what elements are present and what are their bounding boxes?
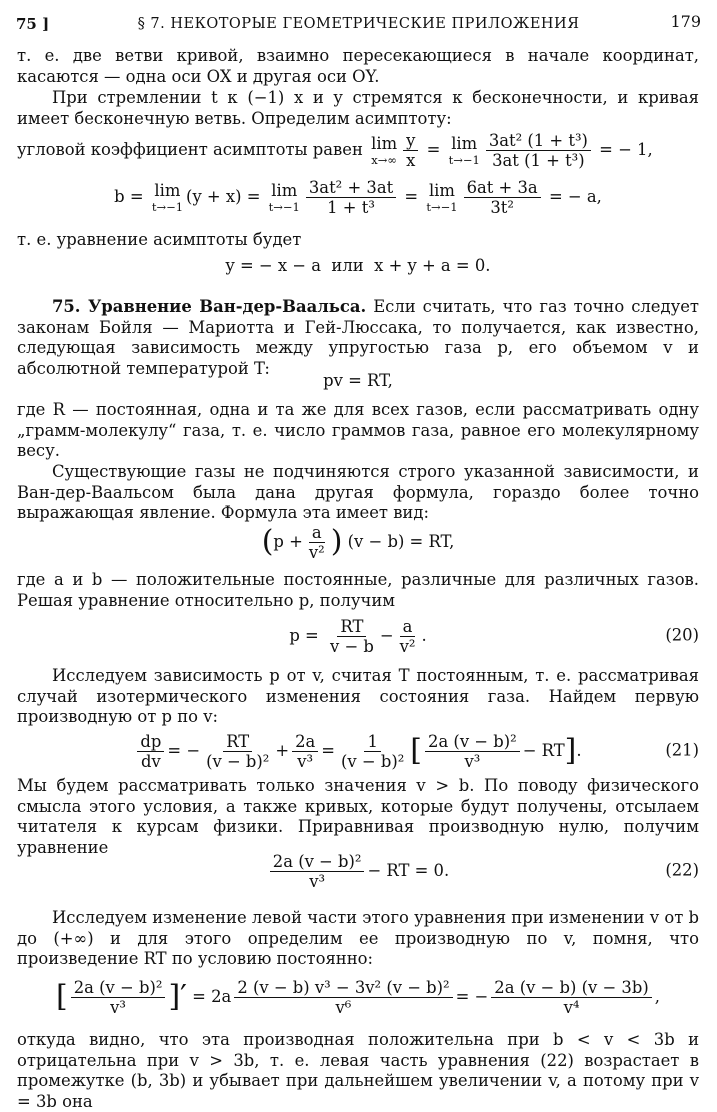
lim-intercept-2: lim t→−1 [268, 180, 300, 214]
slope-prefix: угловой коэффициент асимптоты равен [17, 139, 363, 159]
vdw-rparen: ) [330, 524, 343, 559]
fraction-2a-over-v3: $\frac{2a}{\text{v³}}$ [292, 732, 318, 771]
lim-intercept-3: lim t→−1 [426, 180, 458, 214]
page-number: 179 [670, 12, 701, 31]
fraction-y-over-x: $\frac{y}{x}$ [403, 131, 418, 170]
deriv-lbracket: [ [56, 979, 68, 1014]
paragraph-5: где R — постоянная, одна и та же для всех газов, если рассматривать одну „грамм-молекулу“ газа, т. е. число граммов газа, равное его молекулярному весу. [17, 400, 699, 461]
equation-number-22: (22) [665, 860, 699, 880]
fraction-intercept-2: $\frac{6at + 3a}{\text{3t²}}$ [464, 178, 541, 217]
eq20-end: . [421, 625, 427, 645]
fraction-deriv-1: $\frac{\text{2a (v − b)²}}{\text{v³}}$ [71, 978, 166, 1017]
vdw-lparen: ( [261, 524, 274, 559]
eq22-tail: − RT = 0. [367, 860, 450, 880]
fraction-rt-over-vb2: $\frac{RT}{\text{(v − b)²}}$ [206, 731, 270, 771]
eq21-lbracket: [ [410, 733, 423, 768]
fraction-intercept-1: $\frac{\text{3at² + 3at}}{\text{1 + t³}}$ [306, 178, 396, 217]
eq21-end: . [576, 740, 582, 760]
equation-slope: угловой коэффициент асимптоты равен lim x→∞ $\frac{y}{x}$ = lim t→−1 $\frac{\text{3at² (1 + t³)}}{\text{3at (1 + t³)}}$ = − 1, [17, 130, 653, 170]
asymptote-text: y = − x − a или x + y + a = 0. [225, 255, 491, 275]
equation-21 [17, 726, 699, 776]
intercept-result: = − a, [548, 186, 602, 206]
eq21-tail: − RT [522, 740, 565, 760]
eq20-lhs: p = [289, 625, 319, 645]
fraction-a-over-v2: $\frac{a}{\text{v²}}$ [308, 522, 325, 562]
intercept-lhs: b = [114, 186, 144, 206]
eq21-plus: + [275, 740, 290, 760]
section-75-text: Если считать, что газ точно следует законам Бойля — Мариотта и Гей-Люссака, то получается, как известно, следующая зависимость между упругостью газа p, его объемом v и абсолютной температурой T: [17, 297, 699, 378]
paragraph-1: т. е. две ветви кривой, взаимно пересекающиеся в начале координат, касаются — одна оси OX и другая оси OY. [17, 46, 699, 86]
equation-vdw [17, 518, 699, 566]
vdw-rest: (v − b) = RT, [347, 531, 455, 551]
equation-number-21: (21) [665, 740, 699, 760]
deriv-mid: = 2a [192, 986, 232, 1006]
paragraph-2: При стремлении t к (−1) x и y стремятся к бесконечности, и кривая имеет бесконечную ветвь. Определим асимптоту: [17, 88, 699, 128]
paragraph-8: Исследуем зависимость p от v, считая T постоянным, т. е. рассматривая случай изотермического изменения состояния газа. Найдем первую производную от p по v: [17, 666, 699, 727]
eq21-eq1: = − [167, 740, 201, 760]
running-head-title: § 7. НЕКОТОРЫЕ ГЕОМЕТРИЧЕСКИЕ ПРИЛОЖЕНИЯ [137, 16, 580, 32]
lim-t-minus-one: lim t→−1 [448, 133, 480, 167]
equation-intercept: b = lim t→−1 (y + x) = lim t→−1 $\frac{\text{3at² + 3at}}{\text{1 + t³}}$ = lim t→−1 $\frac{6at + 3a}{\text{3t²}}$ = − a, [114, 177, 602, 217]
pv-text: pv = RT, [323, 370, 393, 390]
paragraph-3: т. е. уравнение асимптоты будет [17, 230, 302, 249]
fraction-1-over-vb2: $\frac{1}{\text{(v − b)²}}$ [341, 731, 405, 771]
fraction-deriv-2: $\frac{\text{2 (v − b) v³ − 3v² (v − b)²}}{\text{v⁶}}$ [234, 978, 452, 1017]
paragraph-7: где a и b — положительные постоянные, различные для различных газов. Решая уравнение относительно p, получим [17, 570, 699, 610]
slope-result: = − 1, [599, 139, 653, 159]
paragraph-11: откуда видно, что эта производная положительна при b < v < 3b и отрицательна при v > 3b, т. е. левая часть уравнения (22) возрастает в промежутке (b, 3b) и убывает при дальнейшем увеличении v, а потому при v = 3b она [17, 1030, 699, 1111]
deriv-rbracket: ]′ [168, 979, 187, 1014]
equation-asymptote [17, 245, 699, 287]
section-75-title: 75. Уравнение Ван-дер-Ваальса. [52, 297, 367, 316]
fraction-rt-over-v-b: $\frac{RT}{v - b}$ [329, 616, 374, 656]
equation-20 [17, 612, 699, 660]
fraction-eq22: $\frac{\text{2a (v − b)²}}{\text{v³}}$ [270, 852, 365, 891]
page-header [16, 14, 701, 36]
fraction-slope: $\frac{\text{3at² (1 + t³)}}{\text{3at (1 + t³)}}$ [486, 131, 591, 170]
paragraph-6: Существующие газы не подчиняются строго указанной зависимости, и Ван-дер-Ваальсом была дана другая формула, гораздо более точно выражающая явление. Формула эта имеет вид: [17, 462, 699, 523]
fraction-deriv-3: $\frac{2a (v - b) (v - 3b)}{\text{v⁴}}$ [491, 978, 651, 1017]
intercept-expr: (y + x) = [186, 186, 261, 206]
lim-intercept-1: lim t→−1 [151, 180, 184, 214]
eq20-minus: − [379, 625, 394, 645]
fraction-dp-dv: $\frac{dp}{dv}$ [137, 732, 164, 771]
fraction-2a-vb2-over-v3: $\frac{\text{2a (v − b)²}}{\text{v³}}$ [425, 732, 520, 771]
paragraph-10: Исследуем изменение левой части этого уравнения при изменении v от b до (+∞) и для этого определим ее производную по v, помня, что произведение RT по условию постоянно: [17, 908, 699, 969]
deriv-eq: = − [455, 986, 489, 1006]
vdw-p: p + [273, 531, 303, 551]
running-head-section: 75 ] [16, 15, 50, 33]
equation-derivative [17, 970, 699, 1024]
eq21-eq2: = [321, 740, 336, 760]
fraction-a-over-v2-20: $\frac{a}{\text{v²}}$ [399, 616, 416, 656]
eq21-rbracket: ] [564, 733, 577, 768]
equation-22 [17, 846, 699, 896]
deriv-end: , [654, 986, 660, 1006]
equation-pv [17, 366, 699, 396]
equation-number-20: (20) [665, 625, 699, 645]
paragraph-9: Мы будем рассматривать только значения v > b. По поводу физического смысла этого условия, а также кривых, которые будут получены, отсылаем читателя к курсам физики. Приравнивая производную нулю, получим уравнение [17, 776, 699, 857]
lim-x-inf: lim x→∞ [371, 133, 398, 167]
